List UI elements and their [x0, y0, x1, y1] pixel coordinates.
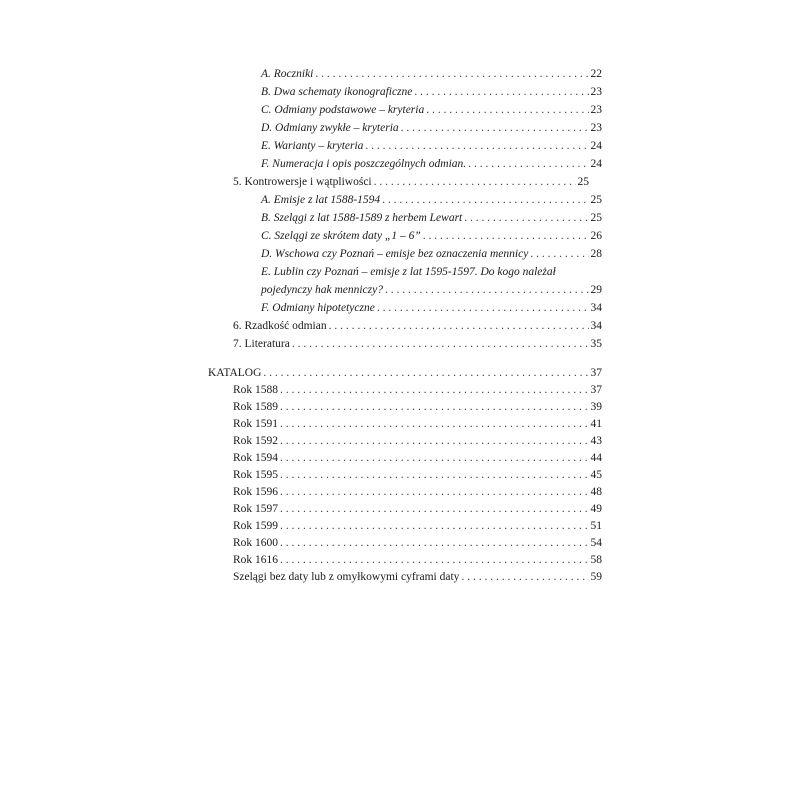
toc-entry-label: D. Odmiany zwykłe – kryteria [261, 122, 399, 134]
toc-entry-label: Rok 1600 [233, 537, 279, 549]
leader-dots [382, 192, 588, 208]
toc-entry-label: F. Odmiany hipotetyczne [261, 302, 375, 314]
toc-entry-label: 6. Rzadkość odmian [233, 320, 327, 332]
leader-dots [280, 484, 588, 500]
toc-page-number: 45 [590, 469, 602, 481]
leader-dots [377, 300, 589, 316]
toc-entry-label: A. Emisje z lat 1588-1594 [261, 194, 381, 206]
toc-entry-label: Rok 1597 [233, 503, 279, 515]
toc-entry[interactable] [261, 138, 602, 154]
toc-section-entry[interactable] [208, 365, 602, 381]
leader-dots [263, 365, 588, 381]
toc-entry-label-line1[interactable]: E. Lublin czy Poznań – emisje z lat 1595-1597. Do kogo należał [261, 266, 556, 278]
toc-entry-label: D. Wschowa czy Poznań – emisje bez oznaczenia mennicy [261, 248, 529, 260]
toc-entry[interactable] [233, 501, 602, 517]
toc-page-number: 23 [590, 122, 602, 134]
leader-dots [280, 518, 588, 534]
toc-entry[interactable] [233, 382, 602, 398]
toc-page-number: 37 [590, 367, 602, 379]
toc-entry-label: Rok 1591 [233, 418, 279, 430]
toc-chapter-entry[interactable] [233, 336, 602, 352]
leader-dots [385, 282, 589, 298]
toc-page-number: 23 [590, 104, 602, 116]
toc-entry[interactable] [233, 450, 602, 466]
toc-entry-label: C. Odmiany podstawowe – kryteria [261, 104, 425, 116]
leader-dots [280, 552, 588, 568]
toc-page-number: 24 [590, 158, 602, 170]
toc-page-number: 28 [590, 248, 602, 260]
toc-entry[interactable] [233, 552, 602, 568]
toc-entry[interactable] [233, 399, 602, 415]
leader-dots [292, 336, 589, 352]
toc-page-number: 25 [577, 176, 589, 188]
leader-dots [280, 450, 588, 466]
toc-entry-label: Szelągi bez daty lub z omyłkowymi cyframi daty [233, 571, 460, 583]
toc-chapter-entry[interactable] [233, 318, 602, 334]
leader-dots [426, 102, 588, 118]
toc-entry-label: Rok 1589 [233, 401, 279, 413]
leader-dots [280, 535, 588, 551]
leader-dots [280, 399, 588, 415]
toc-page-number: 26 [590, 230, 602, 242]
toc-page-number: 35 [590, 338, 602, 350]
toc-entry[interactable] [261, 156, 602, 172]
toc-entry-label: A. Roczniki [261, 68, 314, 80]
leader-dots [423, 228, 589, 244]
toc-entry-label: Rok 1616 [233, 554, 279, 566]
toc-page-number: 25 [590, 212, 602, 224]
toc-entry[interactable] [233, 484, 602, 500]
leader-dots [530, 246, 588, 262]
toc-entry-label: Rok 1595 [233, 469, 279, 481]
leader-dots [401, 120, 589, 136]
toc-entry-label: F. Numeracja i opis poszczególnych odmian. [261, 158, 467, 170]
toc-entry-label: 7. Literatura [233, 338, 290, 350]
toc-entry[interactable] [261, 102, 602, 118]
toc-page-number: 49 [590, 503, 602, 515]
toc-page-number: 41 [590, 418, 602, 430]
toc-entry[interactable] [233, 433, 602, 449]
toc-entry[interactable] [261, 300, 602, 316]
leader-dots [280, 416, 588, 432]
toc-entry[interactable] [261, 228, 602, 244]
leader-dots [464, 210, 588, 226]
toc-page-number: 39 [590, 401, 602, 413]
toc-page-number: 37 [590, 384, 602, 396]
toc-page-number: 58 [590, 554, 602, 566]
toc-entry-label: Rok 1592 [233, 435, 279, 447]
toc-chapter-entry[interactable] [233, 174, 589, 190]
toc-entry-label: E. Warianty – kryteria [261, 140, 364, 152]
toc-entry[interactable] [261, 246, 602, 262]
leader-dots [280, 433, 588, 449]
leader-dots [374, 174, 576, 190]
toc-entry-label: Rok 1588 [233, 384, 279, 396]
toc-entry-label: C. Szelągi ze skrótem daty „1 – 6” [261, 230, 421, 242]
toc-entry[interactable] [261, 84, 602, 100]
leader-dots [365, 138, 588, 154]
toc-page-number: 48 [590, 486, 602, 498]
leader-dots [414, 84, 588, 100]
toc-page-number: 34 [590, 320, 602, 332]
toc-entry-label: B. Dwa schematy ikonograficzne [261, 86, 413, 98]
toc-entry-label: B. Szelągi z lat 1588-1589 z herbem Lewart [261, 212, 463, 224]
toc-entry-label: 5. Kontrowersje i wątpliwości [233, 176, 372, 188]
toc-page-number: 44 [590, 452, 602, 464]
toc-entry[interactable] [261, 120, 602, 136]
toc-entry-label: Rok 1596 [233, 486, 279, 498]
toc-entry[interactable] [233, 416, 602, 432]
toc-entry-label: Rok 1599 [233, 520, 279, 532]
toc-entry[interactable] [233, 518, 602, 534]
toc-page-number: 43 [590, 435, 602, 447]
leader-dots [468, 156, 588, 172]
toc-entry[interactable] [233, 535, 602, 551]
toc-entry-label: pojedynczy hak menniczy? [261, 284, 383, 296]
leader-dots [461, 569, 588, 585]
toc-page-number: 51 [590, 520, 602, 532]
toc-page-number: 23 [590, 86, 602, 98]
toc-page-number: 54 [590, 537, 602, 549]
toc-page-number: 59 [590, 571, 602, 583]
leader-dots [280, 501, 588, 517]
toc-page-number: 24 [590, 140, 602, 152]
toc-entry[interactable] [261, 66, 602, 82]
leader-dots [315, 66, 588, 82]
toc-entry[interactable] [233, 569, 602, 585]
toc-page-number: 25 [590, 194, 602, 206]
toc-entry[interactable] [261, 210, 602, 226]
toc-entry-label: KATALOG [208, 367, 262, 379]
leader-dots [280, 382, 588, 398]
toc-entry[interactable] [233, 467, 602, 483]
toc-entry-label: Rok 1594 [233, 452, 279, 464]
leader-dots [329, 318, 589, 334]
leader-dots [280, 467, 588, 483]
toc-page-number: 29 [590, 284, 602, 296]
toc-entry[interactable] [261, 282, 602, 298]
toc-entry[interactable] [261, 192, 602, 208]
toc-page-number: 22 [590, 68, 602, 80]
toc-page-number: 34 [590, 302, 602, 314]
